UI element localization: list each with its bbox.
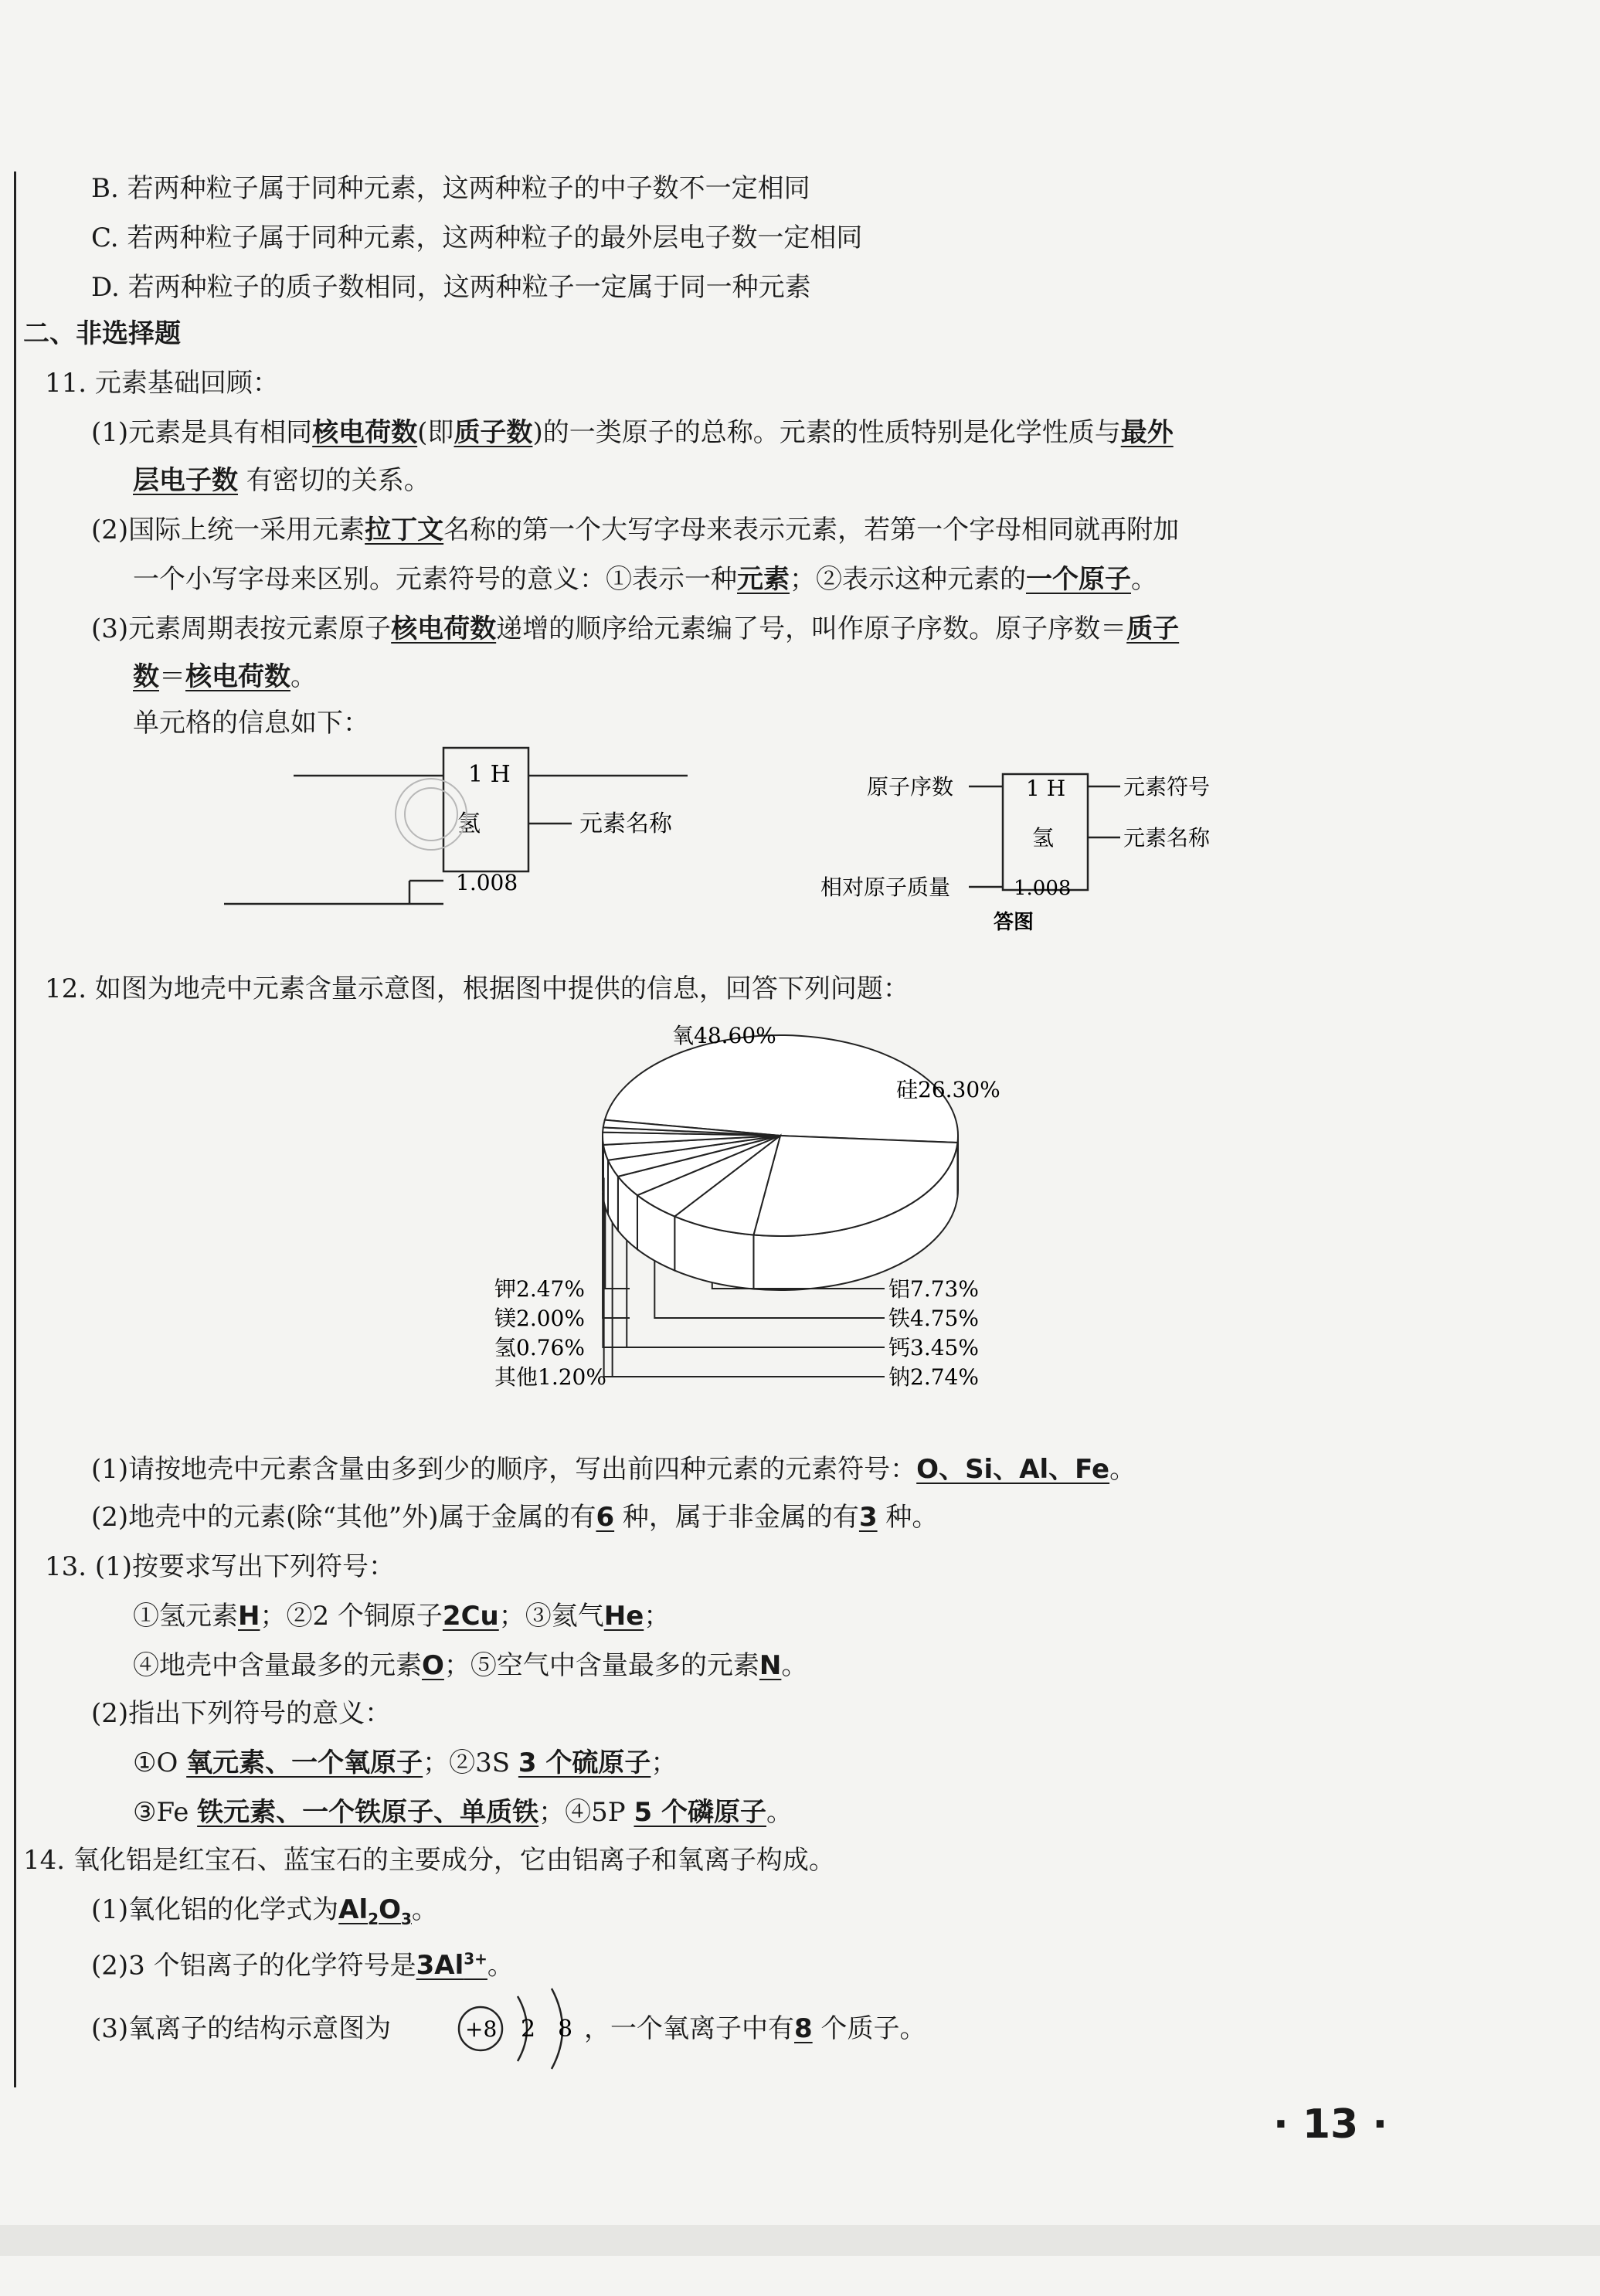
stamp-watermark [396, 779, 467, 850]
q13-row3: ①O 氧元素、一个氧原子；②3S 3 个硫原子； [133, 1747, 678, 1778]
left-margin-rule [14, 172, 16, 2087]
answer: 拉丁文 [365, 515, 444, 545]
shell1-electrons: 2 [521, 2016, 536, 2043]
pie-label-钠: 钠2.74% [888, 1364, 979, 1390]
q13-part2: (2)指出下列符号的意义： [91, 1698, 392, 1729]
pie-label-氢: 氢0.76% [494, 1335, 585, 1360]
section-heading: 二、非选择题 [23, 318, 181, 349]
element-cell-diagrams [0, 734, 1600, 966]
page-number: · 13 · [1273, 2101, 1388, 2148]
answer: H [238, 1601, 260, 1632]
q13-row2: ④地壳中含量最多的元素O；⑤空气中含量最多的元素N。 [133, 1650, 808, 1681]
cell-symbol: 1 H [468, 761, 511, 788]
answer: 铁元素、一个铁原子、单质铁 [197, 1797, 539, 1828]
answer: $3Al^{3+}$ [416, 1950, 487, 1982]
answer: $Al_2O_3$ [338, 1894, 412, 1928]
answer: 数 [133, 661, 159, 692]
q14-part3-rest: ，一个氧离子中有8 个质子。 [584, 2013, 926, 2044]
q14-part1: (1)氧化铝的化学式为$Al_2O_3$。 [91, 1894, 438, 1928]
answer: 核电荷数 [312, 417, 418, 448]
pie-label-钙: 钙3.45% [888, 1335, 979, 1360]
answer: O [422, 1650, 444, 1681]
cell-name: 氢 [457, 810, 481, 837]
answer: N [759, 1650, 782, 1681]
q14-part3-text: (3)氧离子的结构示意图为 [91, 2013, 392, 2044]
pie-label-铁: 铁4.75% [888, 1306, 979, 1331]
answer-label-atomic-number: 原子序数 [867, 774, 954, 800]
shell2-electrons: 8 [558, 2016, 573, 2043]
cell-intro: 单元格的信息如下： [133, 708, 369, 739]
pie-label-硅: 硅26.30% [896, 1077, 1000, 1102]
answer: 6 [596, 1502, 615, 1533]
q10-option-d: D. 若两种粒子的质子数相同，这两种粒子一定属于同一种元素 [91, 272, 811, 303]
q11-part3-line1: (3)元素周期表按元素原子核电荷数递增的顺序给元素编了号，叫作原子序数。原子序数＝质子 [91, 613, 1180, 644]
crust-element-pie-chart [433, 1020, 1128, 1406]
q10-option-b: B. 若两种粒子属于同种元素，这两种粒子的中子数不一定相同 [91, 173, 810, 204]
q12-title: 12. 如图为地壳中元素含量示意图，根据图中提供的信息，回答下列问题： [45, 973, 909, 1004]
pie-label-其他: 其他1.20% [494, 1364, 606, 1390]
answer: 一个原子 [1026, 564, 1131, 595]
answer-cell-mass: 1.008 [1014, 877, 1072, 900]
answer: 核电荷数 [391, 613, 497, 644]
q13-row1: ①氢元素H；②2 个铜原子2Cu；③氦气He； [133, 1601, 671, 1632]
q13-row4: ③Fe 铁元素、一个铁原子、单质铁；④5P 5 个磷原子。 [133, 1797, 793, 1828]
q14-title: 14. 氧化铝是红宝石、蓝宝石的主要成分，它由铝离子和氧离子构成。 [23, 1845, 835, 1876]
answer-label-symbol: 元素符号 [1123, 774, 1211, 800]
answer-caption: 答图 [994, 911, 1034, 934]
answer: 3 个硫原子 [518, 1747, 651, 1778]
answer-label-mass: 相对原子质量 [820, 875, 951, 900]
q11-part3-line2: 数＝核电荷数。 [133, 661, 317, 692]
answer: 5 个磷原子 [634, 1797, 766, 1828]
q11-part2-line2: 一个小写字母来区别。元素符号的意义：①表示一种元素；②表示这种元素的一个原子。 [133, 564, 1157, 595]
pie-label-钾: 钾2.47% [494, 1276, 585, 1302]
nucleus-charge: +8 [465, 2016, 498, 2042]
answer: 元素 [737, 564, 790, 595]
answer: 最外 [1120, 417, 1174, 448]
answer: 质子数 [454, 417, 533, 448]
answer: He [603, 1601, 644, 1632]
cell-mass: 1.008 [456, 870, 518, 895]
bottom-scan-band [0, 2225, 1600, 2256]
answer: 8 [794, 2013, 813, 2044]
q14-part2: (2)3 个铝离子的化学符号是$3Al^{3+}$。 [91, 1950, 514, 1982]
q13-title: 13. (1)按要求写出下列符号： [45, 1551, 396, 1582]
q12-part2: (2)地壳中的元素(除“其他”外)属于金属的有6 种，属于非金属的有3 种。 [91, 1502, 939, 1533]
answer: O、Si、Al、Fe [916, 1454, 1110, 1485]
answer-cell-symbol: 1 H [1026, 776, 1066, 801]
q11-part2-line1: (2)国际上统一采用元素拉丁文名称的第一个大写字母来表示元素，若第一个字母相同就再附加 [91, 515, 1180, 545]
q10-option-c: C. 若两种粒子属于同种元素，这两种粒子的最外层电子数一定相同 [91, 222, 863, 253]
answer: 2Cu [442, 1601, 499, 1632]
answer-label-name: 元素名称 [1123, 825, 1211, 851]
answer-cell-name: 氢 [1032, 825, 1055, 851]
answer: 层电子数 [133, 465, 238, 496]
pie-label-镁: 镁2.00% [494, 1306, 585, 1331]
q12-part1: (1)请按地壳中元素含量由多到少的顺序，写出前四种元素的元素符号：O、Si、Al、Fe。 [91, 1454, 1136, 1485]
pie-label-铝: 铝7.73% [888, 1276, 979, 1302]
answer: 氧元素、一个氧原子 [186, 1747, 423, 1778]
q11-part1-line1: (1)元素是具有相同核电荷数(即质子数)的一类原子的总称。元素的性质特别是化学性质与最外 [91, 417, 1174, 448]
pie-label-氧: 氧48.60% [672, 1023, 776, 1048]
answer: 3 [858, 1502, 878, 1533]
q11-title: 11. 元素基础回顾： [45, 368, 279, 399]
answer: 核电荷数 [185, 661, 290, 692]
answer: 质子 [1126, 613, 1180, 644]
q11-part1-line2: 层电子数 有密切的关系。 [133, 465, 430, 496]
cell-name-label: 元素名称 [579, 810, 672, 837]
